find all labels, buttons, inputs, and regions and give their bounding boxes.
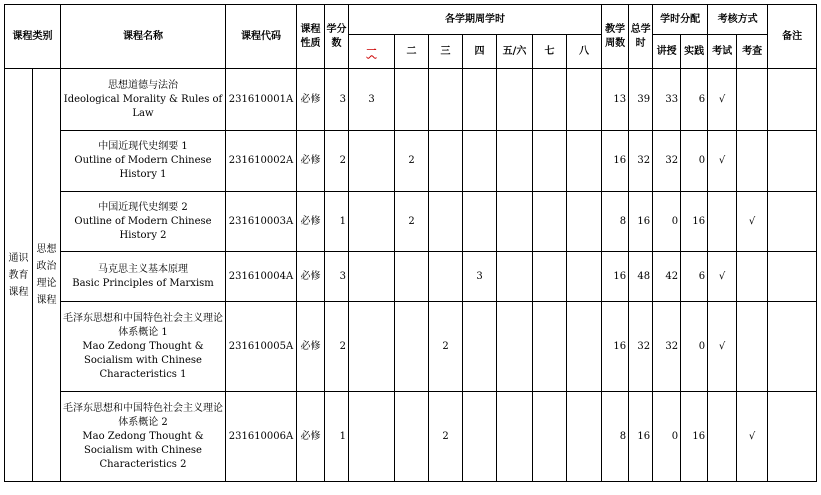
sem-7 bbox=[533, 302, 567, 392]
exam-mark: √ bbox=[708, 69, 737, 131]
practice-hours: 0 bbox=[681, 131, 708, 192]
sem-4: 3 bbox=[463, 252, 497, 302]
credits: 2 bbox=[325, 302, 349, 392]
sem-1 bbox=[349, 392, 395, 482]
credits: 1 bbox=[325, 392, 349, 482]
practice-hours: 16 bbox=[681, 192, 708, 252]
sem-5-6 bbox=[497, 302, 533, 392]
course-name: 中国近现代史纲要 1 Outline of Modern Chinese History 1 bbox=[61, 131, 226, 192]
table-row bbox=[5, 69, 817, 131]
lecture-hours: 32 bbox=[653, 302, 681, 392]
header-course-code: 课程代码 bbox=[226, 5, 297, 69]
course-name: 中国近现代史纲要 2 Outline of Modern Chinese History 2 bbox=[61, 192, 226, 252]
check-mark bbox=[737, 302, 768, 392]
sem-4 bbox=[463, 69, 497, 131]
remarks-cell bbox=[768, 302, 817, 392]
course-code: 231610006A bbox=[226, 392, 297, 482]
sem-2 bbox=[395, 69, 429, 131]
sem-5-6 bbox=[497, 252, 533, 302]
sem-4 bbox=[463, 302, 497, 392]
credits: 1 bbox=[325, 192, 349, 252]
header-hour-distribution: 学时分配 bbox=[653, 5, 708, 35]
credits: 2 bbox=[325, 131, 349, 192]
sem-8 bbox=[567, 192, 602, 252]
sem-5-6 bbox=[497, 69, 533, 131]
sem-8 bbox=[567, 69, 602, 131]
course-nature: 必修 bbox=[297, 131, 325, 192]
sem-8 bbox=[567, 252, 602, 302]
weeks: 13 bbox=[602, 69, 629, 131]
table-row bbox=[5, 252, 817, 302]
credits: 3 bbox=[325, 69, 349, 131]
course-code: 231610004A bbox=[226, 252, 297, 302]
table-row bbox=[5, 392, 817, 482]
sem-1 bbox=[349, 131, 395, 192]
header-course-nature: 课程性质 bbox=[297, 5, 325, 69]
remarks-cell bbox=[768, 192, 817, 252]
sem-3 bbox=[429, 252, 463, 302]
table-row bbox=[5, 192, 817, 252]
lecture-hours: 33 bbox=[653, 69, 681, 131]
sem-4 bbox=[463, 392, 497, 482]
lecture-hours: 42 bbox=[653, 252, 681, 302]
total-hours: 32 bbox=[629, 302, 653, 392]
course-code: 231610003A bbox=[226, 192, 297, 252]
check-mark: √ bbox=[737, 192, 768, 252]
sem-1 bbox=[349, 302, 395, 392]
category-main: 通识教育课程 bbox=[5, 69, 33, 482]
header-semester-8: 八 bbox=[567, 35, 602, 69]
header-category: 课程类别 bbox=[5, 5, 61, 69]
total-hours: 48 bbox=[629, 252, 653, 302]
header-check: 考查 bbox=[737, 35, 768, 69]
practice-hours: 0 bbox=[681, 302, 708, 392]
practice-hours: 6 bbox=[681, 252, 708, 302]
course-nature: 必修 bbox=[297, 192, 325, 252]
curriculum-table bbox=[4, 4, 817, 482]
exam-mark: √ bbox=[708, 252, 737, 302]
weeks: 8 bbox=[602, 192, 629, 252]
sem-8 bbox=[567, 392, 602, 482]
sem-7 bbox=[533, 192, 567, 252]
weeks: 8 bbox=[602, 392, 629, 482]
exam-mark: √ bbox=[708, 131, 737, 192]
course-code: 231610002A bbox=[226, 131, 297, 192]
check-mark: √ bbox=[737, 392, 768, 482]
course-nature: 必修 bbox=[297, 69, 325, 131]
practice-hours: 6 bbox=[681, 69, 708, 131]
header-practice: 实践 bbox=[681, 35, 708, 69]
course-nature: 必修 bbox=[297, 392, 325, 482]
header-total-hours: 总学时 bbox=[629, 5, 653, 69]
course-name: 毛泽东思想和中国特色社会主义理论体系概论 1 Mao Zedong Thought & Socialism with Chinese Characteristics 1 bbox=[61, 302, 226, 392]
table-row bbox=[5, 131, 817, 192]
header-teaching-weeks: 教学周数 bbox=[602, 5, 629, 69]
sem-7 bbox=[533, 392, 567, 482]
remarks-cell bbox=[768, 69, 817, 131]
check-mark bbox=[737, 252, 768, 302]
header-semester-4: 四 bbox=[463, 35, 497, 69]
sem-1: 3 bbox=[349, 69, 395, 131]
sem-8 bbox=[567, 302, 602, 392]
sem-2: 2 bbox=[395, 192, 429, 252]
header-credits: 学分数 bbox=[325, 5, 349, 69]
sem-7 bbox=[533, 69, 567, 131]
weeks: 16 bbox=[602, 131, 629, 192]
exam-mark bbox=[708, 392, 737, 482]
weeks: 16 bbox=[602, 302, 629, 392]
sem-2 bbox=[395, 252, 429, 302]
sem-5-6 bbox=[497, 131, 533, 192]
sem-1 bbox=[349, 192, 395, 252]
sem-1 bbox=[349, 252, 395, 302]
total-hours: 16 bbox=[629, 192, 653, 252]
practice-hours: 16 bbox=[681, 392, 708, 482]
header-assessment-method: 考核方式 bbox=[708, 5, 768, 35]
course-name: 思想道德与法治 Ideological Morality & Rules of Law bbox=[61, 69, 226, 131]
header-course-name: 课程名称 bbox=[61, 5, 226, 69]
sem-3 bbox=[429, 192, 463, 252]
header-semester-3: 三 bbox=[429, 35, 463, 69]
total-hours: 39 bbox=[629, 69, 653, 131]
course-nature: 必修 bbox=[297, 302, 325, 392]
course-code: 231610005A bbox=[226, 302, 297, 392]
exam-mark bbox=[708, 192, 737, 252]
header-semester-5-6: 五/六 bbox=[497, 35, 533, 69]
sem-8 bbox=[567, 131, 602, 192]
sem-3 bbox=[429, 69, 463, 131]
total-hours: 16 bbox=[629, 392, 653, 482]
sem-2 bbox=[395, 302, 429, 392]
sem-3 bbox=[429, 131, 463, 192]
sem-2 bbox=[395, 392, 429, 482]
category-sub: 思想政治理论课程 bbox=[33, 69, 61, 482]
check-mark bbox=[737, 131, 768, 192]
remarks-cell bbox=[768, 131, 817, 192]
course-name: 马克思主义基本原理 Basic Principles of Marxism bbox=[61, 252, 226, 302]
course-code: 231610001A bbox=[226, 69, 297, 131]
sem-4 bbox=[463, 192, 497, 252]
lecture-hours: 0 bbox=[653, 392, 681, 482]
sem-3: 2 bbox=[429, 302, 463, 392]
remarks-cell bbox=[768, 252, 817, 302]
sem-3: 2 bbox=[429, 392, 463, 482]
sem-2: 2 bbox=[395, 131, 429, 192]
sem-5-6 bbox=[497, 192, 533, 252]
total-hours: 32 bbox=[629, 131, 653, 192]
header-exam: 考试 bbox=[708, 35, 737, 69]
header-lecture: 讲授 bbox=[653, 35, 681, 69]
header-semester-1: 一 bbox=[349, 35, 395, 69]
credits: 3 bbox=[325, 252, 349, 302]
exam-mark: √ bbox=[708, 302, 737, 392]
check-mark bbox=[737, 69, 768, 131]
weeks: 16 bbox=[602, 252, 629, 302]
sem-7 bbox=[533, 131, 567, 192]
sem-5-6 bbox=[497, 392, 533, 482]
remarks-cell bbox=[768, 392, 817, 482]
lecture-hours: 0 bbox=[653, 192, 681, 252]
sem-7 bbox=[533, 252, 567, 302]
header-semester-hours: 各学期周学时 bbox=[349, 5, 602, 35]
header-remarks: 备注 bbox=[768, 5, 817, 69]
sem-4 bbox=[463, 131, 497, 192]
header-semester-7: 七 bbox=[533, 35, 567, 69]
lecture-hours: 32 bbox=[653, 131, 681, 192]
header-semester-2: 二 bbox=[395, 35, 429, 69]
course-name: 毛泽东思想和中国特色社会主义理论体系概论 2 Mao Zedong Thought & Socialism with Chinese Characteristics 2 bbox=[61, 392, 226, 482]
table-row bbox=[5, 302, 817, 392]
course-nature: 必修 bbox=[297, 252, 325, 302]
